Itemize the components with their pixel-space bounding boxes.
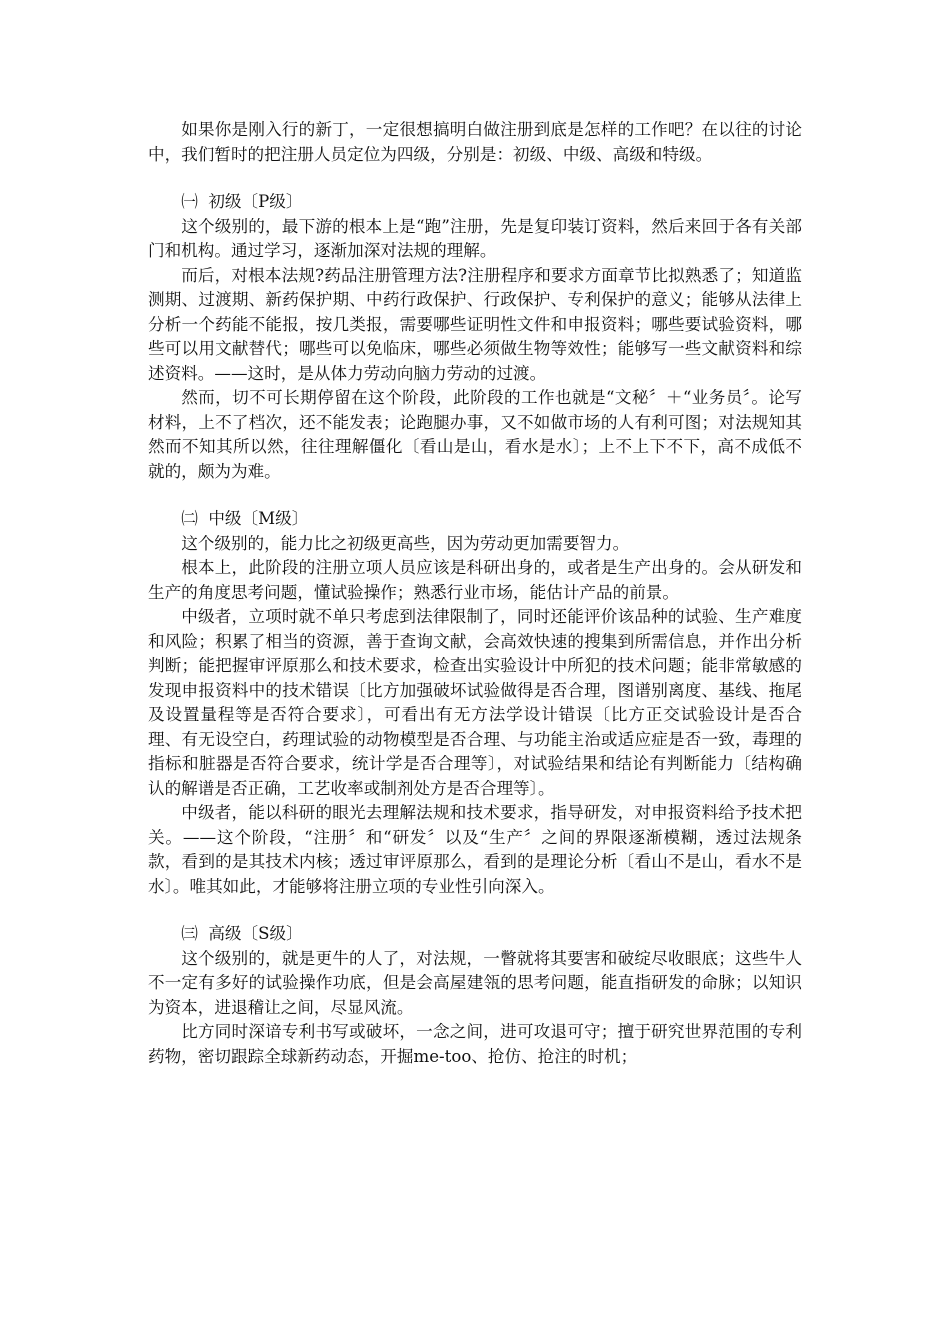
paragraph: 根本上，此阶段的注册立项人员应该是科研出身的，或者是生产出身的。会从研发和生产的角度思考问题，懂试验操作；熟悉行业市场，能估计产品的前景。 bbox=[148, 558, 802, 602]
document-body bbox=[148, 118, 802, 1069]
section-heading-primary: ㈠ 初级〔P级〕 bbox=[181, 192, 303, 211]
paragraph: 然而，切不可长期停留在这个阶段，此阶段的工作也就是“文秘〞＋“业务员〞。论写材料，上不了档次，还不能发表；论跑腿办事，又不如做市场的人有利可图；对法规知其然而不知其所以然，往往理解僵化〔看山是山，看水是水〕；上不上下不下，高不成低不就的，颇为为难。 bbox=[148, 388, 802, 481]
paragraph: 这个级别的，能力比之初级更高些，因为劳动更加需要智力。 bbox=[181, 533, 630, 553]
paragraph: 中级者，能以科研的眼光去理解法规和技术要求，指导研发，对申报资料给予技术把关。——这个阶段，“注册〞和“研发〞以及“生产〞之间的界限逐渐模糊，透过法规条款，看到的是其技术内核；透过审评原那么，看到的是理论分析〔看山不是山，看水不是水〕。唯其如此，才能够将注册立项的专业性引向深入。 bbox=[148, 803, 802, 896]
paragraph: 比方同时深谙专利书写或破坏，一念之间，进可攻退可守；擅于研究世界范围的专利药物，密切跟踪全球新药动态，开掘me-too、抢仿、抢注的时机； bbox=[148, 1022, 802, 1066]
intro-paragraph: 如果你是刚入行的新丁，一定很想搞明白做注册到底是怎样的工作吧？在以往的讨论中，我们暂时的把注册人员定位为四级，分别是：初级、中级、高级和特级。 bbox=[148, 120, 802, 164]
paragraph: 这个级别的，就是更牛的人了，对法规，一瞥就将其要害和破绽尽收眼底；这些牛人不一定有多好的试验操作功底，但是会高屋建瓴的思考问题，能直指研发的命脉；以知识为资本，进退稽让之间，尽显风流。 bbox=[148, 948, 802, 1017]
paragraph: 中级者，立项时就不单只考虑到法律限制了，同时还能评价该品种的试验、生产难度和风险；积累了相当的资源，善于查询文献，会高效快速的搜集到所需信息，并作出分析判断；能把握审评原那么和技术要求，检查出实验设计中所犯的技术问题；能非常敏感的发现申报资料中的技术错误〔比方加强破坏试验做得是否合理，图谱别离度、基线、拖尾及设置量程等是否符合要求〕，可看出有无方法学设计错误〔比方正交试验设计是否合理、有无设空白，药理试验的动物模型是否合理、与功能主治或适应症是否一致，毒理的指标和脏器是否符合要求，统计学是否合理等〕，对试验结果和结论有判断能力〔结构确认的解谱是否正确，工艺收率或制剂处方是否合理等〕。 bbox=[148, 607, 802, 798]
paragraph: 这个级别的，最下游的根本上是“跑”注册，先是复印装订资料，然后来回于各有关部门和机构。通过学习，逐渐加深对法规的理解。 bbox=[148, 216, 802, 260]
paragraph: 而后，对根本法规?药品注册管理方法?注册程序和要求方面章节比拟熟悉了；知道监测期、过渡期、新药保护期、中药行政保护、行政保护、专利保护的意义；能够从法律上分析一个药能不能报，按几类报，需要哪些证明性文件和申报资料；哪些要试验资料，哪些可以用文献替代；哪些可以免临床，哪些必须做生物等效性；能够写一些文献资料和综述资料。——这时，是从体力劳动向脑力劳动的过渡。 bbox=[148, 265, 802, 383]
section-heading-middle: ㈡ 中级〔M级〕 bbox=[181, 509, 309, 528]
section-heading-senior: ㈢ 高级〔S级〕 bbox=[181, 924, 303, 943]
